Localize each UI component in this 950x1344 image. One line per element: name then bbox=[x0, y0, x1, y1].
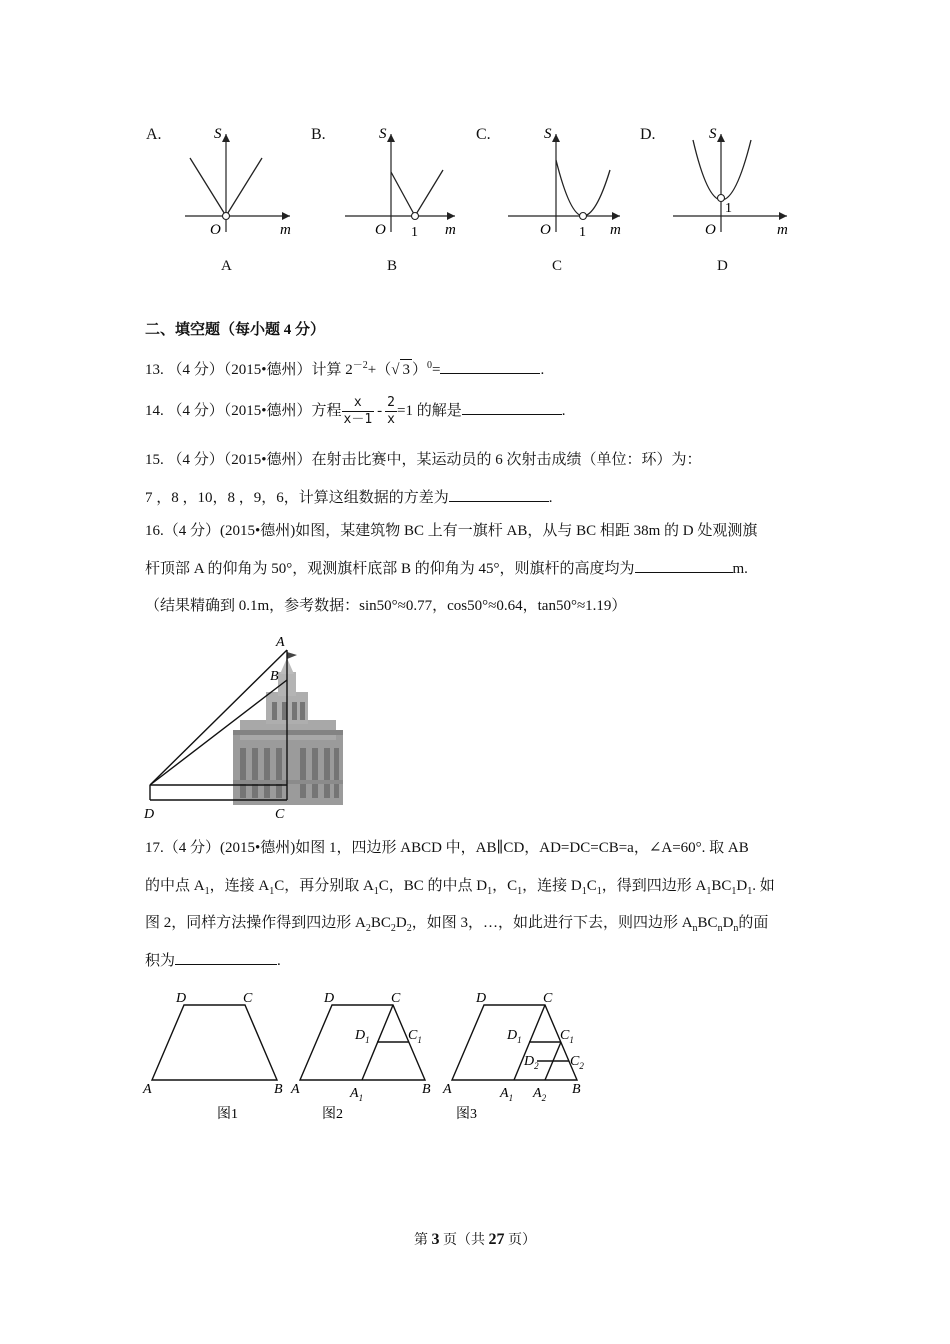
q13-sqrt-symbol: √ bbox=[391, 362, 400, 378]
q17-sub-a1c: 1 bbox=[269, 886, 275, 897]
fig3-caption: 图3 bbox=[456, 1107, 477, 1122]
q13-eq: = bbox=[431, 362, 441, 378]
q17-l2-j: D bbox=[736, 878, 748, 894]
graph-a-s-label: S bbox=[214, 126, 222, 142]
q17-l4: 积为 bbox=[145, 953, 176, 969]
q17-sub-a1c2: 1 bbox=[373, 886, 379, 897]
q17-line2 bbox=[145, 876, 775, 902]
svg-text:A1: $A_1$ bbox=[350, 1086, 364, 1103]
graph-a-m-label: m bbox=[280, 222, 291, 238]
graph-c bbox=[500, 120, 630, 240]
q16-line2 bbox=[145, 558, 748, 579]
q17-line4 bbox=[145, 950, 281, 971]
q17-l3-b: BC bbox=[370, 915, 391, 931]
graph-c-open-point bbox=[580, 213, 587, 220]
building-image bbox=[233, 658, 343, 805]
graph-d-x-arrow bbox=[779, 212, 787, 220]
q13-close: ） bbox=[411, 362, 427, 378]
q16-figure bbox=[140, 630, 355, 825]
q16-line2-text: 杆顶部 A 的仰角为 50°，观测旗杆底部 B 的仰角为 45°，则旗杆的高度均为 bbox=[145, 561, 635, 577]
q16-line1: 16.（4 分）(2015•德州)如图，某建筑物 BC 上有一旗杆 AB，从与 BC 相距 38m 的 D 处观测旗 bbox=[145, 523, 758, 539]
graph-b-open-point bbox=[412, 213, 419, 220]
q17-sub-a2: 2 bbox=[365, 923, 371, 934]
svg-text:B: B bbox=[572, 1082, 581, 1097]
graph-d-o-label: O bbox=[705, 222, 716, 238]
graph-a-x-arrow bbox=[282, 212, 290, 220]
graph-c-o-label: O bbox=[540, 222, 551, 238]
svg-text:A: A bbox=[291, 1082, 300, 1097]
fig1-caption: 图1 bbox=[217, 1107, 238, 1122]
graph-c-curve bbox=[556, 160, 610, 216]
q17-line1: 17.（4 分）(2015•德州)如图 1，四边形 ABCD 中，AB∥CD，AD=DC=CB=a，∠A=60°. 取 AB bbox=[145, 840, 749, 856]
graph-d-m-label: m bbox=[777, 222, 788, 238]
graph-b bbox=[335, 120, 465, 240]
graph-a-caption: A bbox=[221, 258, 232, 274]
footer-page-number: 3 bbox=[431, 1231, 440, 1248]
q17-sub-a1d: 1 bbox=[706, 886, 712, 897]
svg-text:C1: $C_1$ bbox=[560, 1028, 574, 1045]
q17-sub-cn: n bbox=[717, 923, 723, 934]
q14-f1-den: x－1 bbox=[343, 412, 373, 428]
graph-b-o-label: O bbox=[375, 222, 386, 238]
svg-text:C2: $C_2$ bbox=[570, 1054, 584, 1071]
q17-sub-c1b: 1 bbox=[596, 886, 602, 897]
graph-b-y-arrow bbox=[387, 134, 395, 142]
q13-mid: +（ bbox=[367, 362, 392, 378]
q17-answer-blank[interactable] bbox=[175, 950, 277, 965]
q17-l2-k: . 如 bbox=[752, 878, 775, 894]
graph-d-caption: D bbox=[717, 258, 728, 274]
q15-line1: 15. （4 分）（2015•德州）在射击比赛中，某运动员的 6 次射击成绩（单位：环）为： bbox=[145, 452, 702, 468]
q14-answer-blank[interactable] bbox=[462, 400, 562, 415]
q13-answer-blank[interactable] bbox=[440, 359, 540, 374]
option-b-letter: B. bbox=[311, 126, 326, 143]
footer-total-pages: 27 bbox=[488, 1231, 505, 1248]
q16-line3: （结果精确到 0.1m，参考数据：sin50°≈0.77，cos50°≈0.64，tan50°≈1.19） bbox=[145, 598, 627, 614]
graph-c-y-arrow bbox=[552, 134, 560, 142]
q17-sub-c1d: 1 bbox=[731, 886, 737, 897]
graph-c-x-arrow bbox=[612, 212, 620, 220]
option-d-letter: D. bbox=[640, 126, 656, 143]
q16-answer-blank[interactable] bbox=[635, 558, 733, 573]
q13-end: . bbox=[540, 362, 545, 378]
svg-text:A: A bbox=[443, 1082, 452, 1097]
q16-label-c: C bbox=[275, 807, 285, 822]
q16-line2-end: m. bbox=[732, 561, 748, 577]
q13-root: 3 bbox=[400, 359, 412, 380]
fig2-caption: 图2 bbox=[322, 1107, 343, 1122]
q17-l2-d: C，BC 的中点 D bbox=[378, 878, 488, 894]
graph-c-s-label: S bbox=[544, 126, 552, 142]
svg-text:B: B bbox=[422, 1082, 431, 1097]
q17-sub-c1: 1 bbox=[517, 886, 523, 897]
q15-end: . bbox=[548, 490, 553, 506]
q14-f2-den: x bbox=[387, 412, 395, 428]
svg-text:D2: $D_2$ bbox=[524, 1054, 539, 1071]
graph-b-s-label: S bbox=[379, 126, 387, 142]
q17-l3-e: BC bbox=[697, 915, 718, 931]
q14-suffix: =1 的解是 bbox=[397, 403, 462, 419]
q17-line3 bbox=[145, 913, 768, 939]
svg-text:C1: $C_1$ bbox=[408, 1028, 422, 1045]
q17-l3-d: ，如图 3，…，如此进行下去，则四边形 A bbox=[411, 915, 693, 931]
question-14 bbox=[145, 392, 565, 430]
graph-a bbox=[170, 120, 300, 240]
q17-figure-1 bbox=[142, 991, 283, 1122]
page-footer bbox=[0, 1230, 950, 1251]
option-c-letter: C. bbox=[476, 126, 491, 143]
q17-sub-an: n bbox=[692, 923, 698, 934]
q13-exponent: －2 bbox=[352, 360, 368, 371]
svg-text:D1: $D_1$ bbox=[355, 1028, 370, 1045]
svg-text:C: C bbox=[543, 991, 553, 1006]
graph-a-open-point bbox=[223, 213, 230, 220]
q17-figure-2 bbox=[290, 991, 431, 1122]
q15-line2-text: 7 ，8 ，10，8 ，9，6，计算这组数据的方差为 bbox=[145, 490, 449, 506]
q13-zero-exp: 0 bbox=[426, 360, 432, 371]
footer-mid: 页（共 bbox=[439, 1233, 489, 1248]
option-graphs bbox=[140, 120, 820, 290]
question-13 bbox=[145, 356, 544, 380]
svg-text:D: D bbox=[176, 991, 187, 1006]
q17-sub-d1: 1 bbox=[487, 886, 493, 897]
q14-f1-num: x bbox=[342, 395, 375, 412]
q17-sub-d1b: 1 bbox=[581, 886, 587, 897]
q17-l2-c: C，再分别取 A bbox=[274, 878, 374, 894]
svg-text:D: D bbox=[324, 991, 335, 1006]
q14-fraction-1 bbox=[342, 395, 375, 428]
svg-text:B: B bbox=[274, 1082, 283, 1097]
svg-text:D: D bbox=[476, 991, 487, 1006]
svg-text:A2: $A_2$ bbox=[533, 1086, 547, 1103]
q14-minus: - bbox=[377, 403, 383, 419]
graph-b-x-arrow bbox=[447, 212, 455, 220]
q17-figures bbox=[140, 985, 610, 1125]
graph-b-m-label: m bbox=[445, 222, 456, 238]
q14-prefix: 14. （4 分）（2015•德州）方程 bbox=[145, 403, 342, 419]
graph-d-y-arrow bbox=[717, 134, 725, 142]
q17-l3-g: 的面 bbox=[738, 915, 769, 931]
section-title: 二、填空题（每小题 4 分） bbox=[145, 322, 326, 338]
svg-text:C: C bbox=[243, 991, 253, 1006]
svg-text:A1: $A_1$ bbox=[500, 1086, 514, 1103]
q14-fraction-2 bbox=[385, 395, 397, 428]
footer-pre: 第 bbox=[414, 1233, 432, 1248]
q17-l2-b: ，连接 A bbox=[209, 878, 270, 894]
q17-l2-i: BC bbox=[711, 878, 732, 894]
q17-l2-a: 的中点 A bbox=[145, 878, 205, 894]
q15-line2 bbox=[145, 487, 553, 508]
graph-d-open-point bbox=[718, 195, 725, 202]
q17-sub-dn: n bbox=[733, 923, 739, 934]
q17-l2-e: ，C bbox=[492, 878, 518, 894]
q17-l3-c: D bbox=[395, 915, 407, 931]
svg-text:C: C bbox=[391, 991, 401, 1006]
graph-b-tick-label: 1 bbox=[411, 225, 418, 240]
graph-c-tick-label: 1 bbox=[579, 225, 586, 240]
q17-l2-g: C bbox=[586, 878, 597, 894]
graph-a-y-arrow bbox=[222, 134, 230, 142]
graph-c-m-label: m bbox=[610, 222, 621, 238]
q17-sub-d1d: 1 bbox=[747, 886, 753, 897]
graph-b-curve bbox=[391, 170, 443, 216]
svg-text:A: A bbox=[143, 1082, 152, 1097]
graph-b-caption: B bbox=[387, 258, 398, 274]
q15-answer-blank[interactable] bbox=[449, 487, 549, 502]
q17-l2-f: ，连接 D bbox=[522, 878, 582, 894]
q16-label-a: A bbox=[276, 635, 285, 650]
graph-d-s-label: S bbox=[709, 126, 717, 142]
q17-sub-c2: 2 bbox=[390, 923, 396, 934]
graph-d bbox=[665, 120, 795, 240]
q14-end: . bbox=[561, 403, 566, 419]
option-a-letter: A. bbox=[146, 126, 162, 143]
q17-l3-a: 图 2，同样方法操作得到四边形 A bbox=[145, 915, 366, 931]
q14-f2-num: 2 bbox=[387, 395, 395, 411]
graph-a-o-label: O bbox=[210, 222, 221, 238]
q16-label-b: B bbox=[270, 669, 279, 684]
q17-l3-f: D bbox=[722, 915, 734, 931]
q17-l4-end: . bbox=[277, 953, 281, 969]
q17-sub-d2: 2 bbox=[406, 923, 412, 934]
graph-d-tick-label: 1 bbox=[725, 201, 732, 216]
graph-d-curve bbox=[693, 140, 751, 200]
svg-text:D1: $D_1$ bbox=[507, 1028, 522, 1045]
flag bbox=[287, 652, 297, 659]
q17-sub-a1: 1 bbox=[204, 886, 210, 897]
footer-post: 页） bbox=[504, 1233, 536, 1248]
graph-c-caption: C bbox=[552, 258, 563, 274]
q17-l2-h: ，得到四边形 A bbox=[601, 878, 707, 894]
q17-figure-3 bbox=[442, 991, 584, 1122]
q16-label-d: D bbox=[144, 807, 155, 822]
q13-prefix: 13. （4 分）（2015•德州）计算 2 bbox=[145, 362, 353, 378]
